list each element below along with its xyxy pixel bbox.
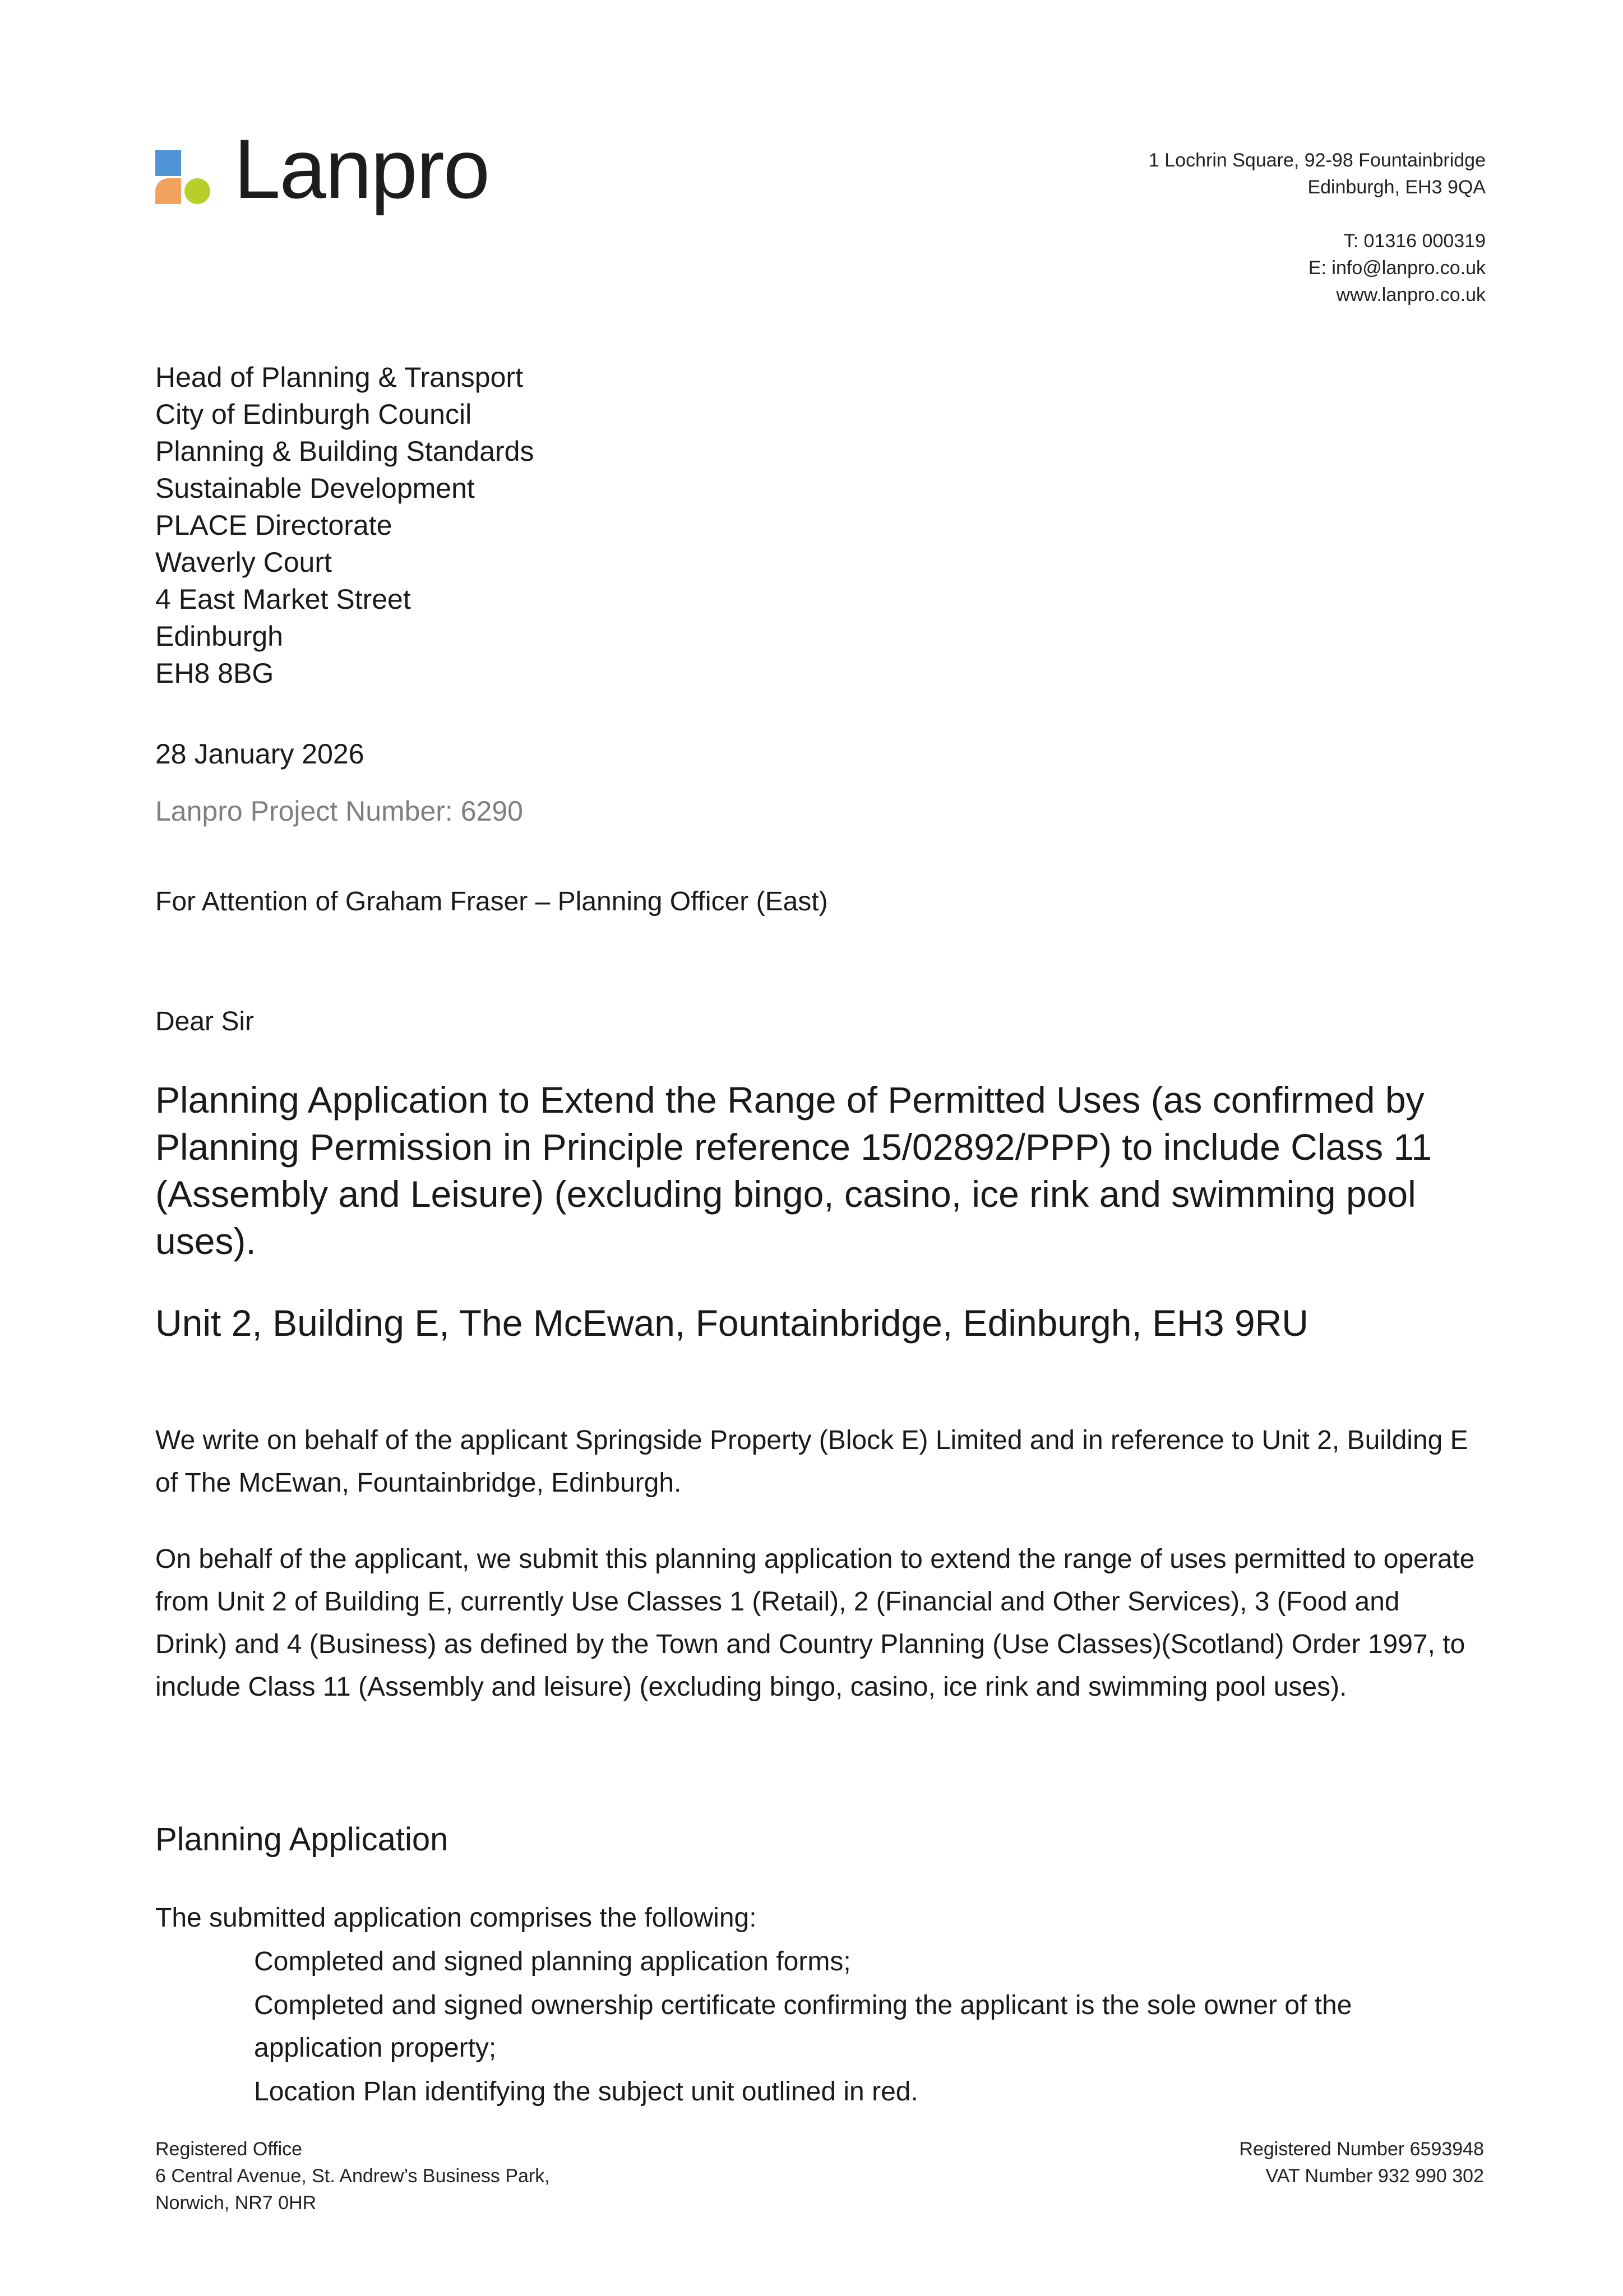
footer-line: VAT Number 932 990 302 xyxy=(1265,2165,1484,2187)
body-paragraph: On behalf of the applicant, we submit this planning application to extend the range of uses permitted to operate from Unit 2 of Building E, currently Use Classes 1 (Retail), 2 (Financial and Other Services), 3 (Food and Drink) and 4 (Business) as defined by the Town and Country Planning (Use Classes)(Scotland) Order 1997, to include Class 11 (Assembly and leisure) (excluding bingo, casino, ice rink and swimming pool uses). xyxy=(155,1544,1475,1702)
footer-registration xyxy=(1239,2136,1484,2189)
company-logo xyxy=(155,122,514,220)
footer-line: Registered Office xyxy=(155,2138,303,2160)
recipient-line: PLACE Directorate xyxy=(155,510,392,541)
footer-line: Registered Number 6593948 xyxy=(1239,2138,1484,2160)
list-item: Completed and signed ownership certificate confirming the applicant is the sole owner of the application property; xyxy=(254,1991,1352,2063)
letter-date: 28 January 2026 xyxy=(155,738,364,770)
salutation: Dear Sir xyxy=(155,1007,255,1036)
sender-address xyxy=(1149,147,1486,308)
recipient-line: Edinburgh xyxy=(155,621,283,652)
submission-list xyxy=(254,1941,1487,2114)
sender-address-line: Edinburgh, EH3 9QA xyxy=(1307,177,1486,198)
footer-line: Norwich, NR7 0HR xyxy=(155,2192,317,2214)
list-intro: The submitted application comprises the following: xyxy=(155,1903,757,1933)
attention-line: For Attention of Graham Fraser – Planning Officer (East) xyxy=(155,887,828,916)
footer-registered-office xyxy=(155,2136,550,2216)
sender-email: E: info@lanpro.co.uk xyxy=(1308,257,1486,279)
logo-mark-icon xyxy=(155,147,211,203)
recipient-line: Planning & Building Standards xyxy=(155,436,534,467)
list-item: Location Plan identifying the subject unit outlined in red. xyxy=(254,2077,918,2107)
recipient-line: Waverly Court xyxy=(155,547,332,578)
recipient-line: 4 East Market Street xyxy=(155,584,411,615)
sender-phone: T: 01316 000319 xyxy=(1343,230,1486,252)
recipient-line: Sustainable Development xyxy=(155,473,475,504)
logo-wordmark: Lanpro xyxy=(234,122,489,216)
project-number: Lanpro Project Number: 6290 xyxy=(155,795,523,827)
recipient-line: Head of Planning & Transport xyxy=(155,362,523,393)
sender-address-line: 1 Lochrin Square, 92-98 Fountainbridge xyxy=(1148,150,1486,171)
body-paragraph: We write on behalf of the applicant Springside Property (Block E) Limited and in reference to Unit 2, Building E of The McEwan, Fountainbridge, Edinburgh. xyxy=(155,1425,1468,1498)
site-address-heading: Unit 2, Building E, The McEwan, Fountainbridge, Edinburgh, EH3 9RU xyxy=(155,1302,1308,1344)
recipient-line: City of Edinburgh Council xyxy=(155,399,472,430)
sender-website: www.lanpro.co.uk xyxy=(1336,284,1486,305)
footer-line: 6 Central Avenue, St. Andrew’s Business Park, xyxy=(155,2165,550,2187)
list-item: Completed and signed planning application forms; xyxy=(254,1947,851,1976)
section-title: Planning Application xyxy=(155,1821,448,1858)
recipient-line: EH8 8BG xyxy=(155,658,274,689)
letter-heading: Planning Application to Extend the Range of Permitted Uses (as confirmed by Planning Permission in Principle reference 15/02892/PPP) to include Class 11 (Assembly and Leisure) (excluding bingo, casino, ice rink and swimming pool uses). xyxy=(155,1079,1432,1262)
recipient-address xyxy=(155,359,534,692)
